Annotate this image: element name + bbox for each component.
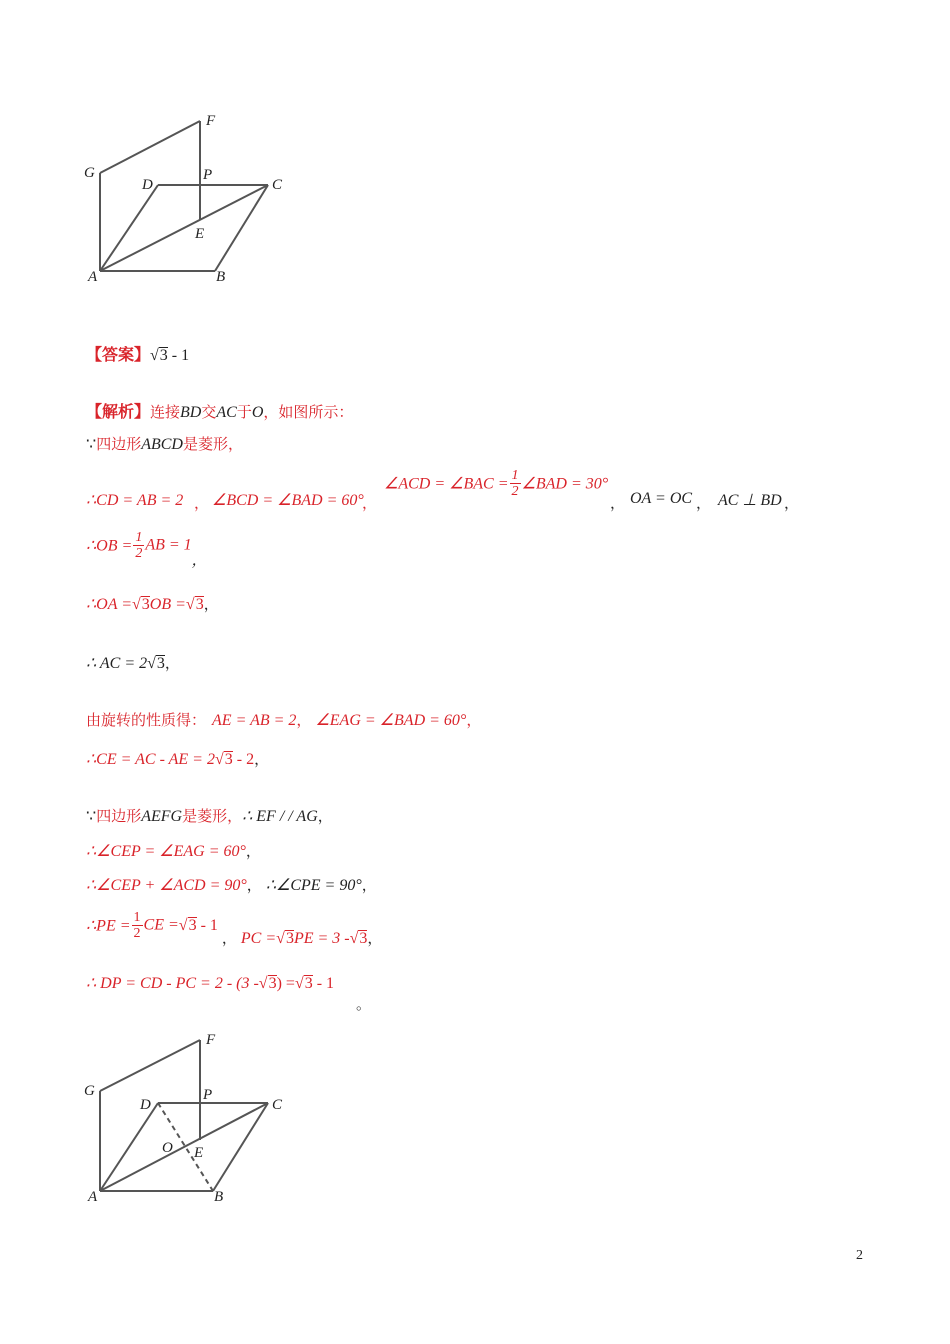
label-P: P [203, 1087, 213, 1103]
label-O: O [162, 1140, 173, 1156]
label-A: A [88, 269, 98, 285]
label-D: D [140, 1097, 151, 1113]
label-D: D [142, 177, 153, 193]
label-F: F [206, 1032, 216, 1048]
segment-CB [213, 1103, 268, 1191]
analysis-tag: 【解析】 [86, 402, 151, 421]
analysis-line-2: ∵四边形ABCD是菱形， [86, 435, 243, 453]
label-E: E [195, 226, 205, 242]
analysis-line-1: 【解析】连接BD交AC于O，如图所示： [86, 402, 354, 421]
segment-AC [100, 185, 268, 271]
geometry-figure-bottom [80, 1025, 300, 1210]
answer-tag: 【答案】 [86, 345, 151, 364]
analysis-line-7: 由旋转的性质得： AE = AB = 2， ∠EAG = ∠BAD = 60°， [86, 711, 482, 729]
label-B: B [216, 269, 226, 285]
segment-AD [100, 1103, 158, 1191]
label-G: G [84, 1083, 95, 1099]
analysis-line-11: ∴∠CEP + ∠ACD = 90°， ∴∠CPE = 90°， [86, 876, 377, 894]
label-P: P [203, 167, 213, 183]
analysis-line-8: ∴CE = AC - AE = 2√3 - 2， [86, 750, 270, 768]
segment-AC [100, 1103, 268, 1191]
analysis-line-6: ∴ AC = 2√3， [86, 654, 180, 672]
answer-value: √3 - 1 [150, 347, 190, 364]
segment-GF [100, 1040, 200, 1091]
geometry-figure-top [80, 105, 300, 290]
analysis-line-5: ∴OA =√3OB =√3， [86, 595, 219, 613]
page-number: 2 [856, 1248, 863, 1263]
analysis-line-10: ∴∠CEP = ∠EAG = 60°， [86, 842, 261, 860]
label-G: G [84, 165, 95, 181]
segment-AD [100, 185, 158, 271]
analysis-line-12: ∴PE = $\frac{1}{2}$ CE =√3 - 1， PC =√3PE = 3 -√3， [86, 910, 383, 948]
label-E: E [194, 1145, 204, 1161]
label-C: C [272, 177, 283, 193]
analysis-line-13: ∴ DP = CD - PC = 2 - (3 -√3) =√3 - 1 [86, 975, 335, 992]
segment-GF [100, 121, 200, 173]
analysis-line-9: ∵四边形AEFG是菱形，∴ EF / / AG， [86, 807, 333, 825]
label-C: C [272, 1097, 283, 1113]
label-B: B [214, 1189, 224, 1205]
analysis-line-4: ∴OB = $\frac{1}{2}$ AB = 1， [86, 530, 207, 570]
label-F: F [206, 113, 216, 129]
answer-line [86, 342, 189, 365]
analysis-period: 。 [356, 995, 372, 1013]
label-A: A [88, 1189, 98, 1205]
